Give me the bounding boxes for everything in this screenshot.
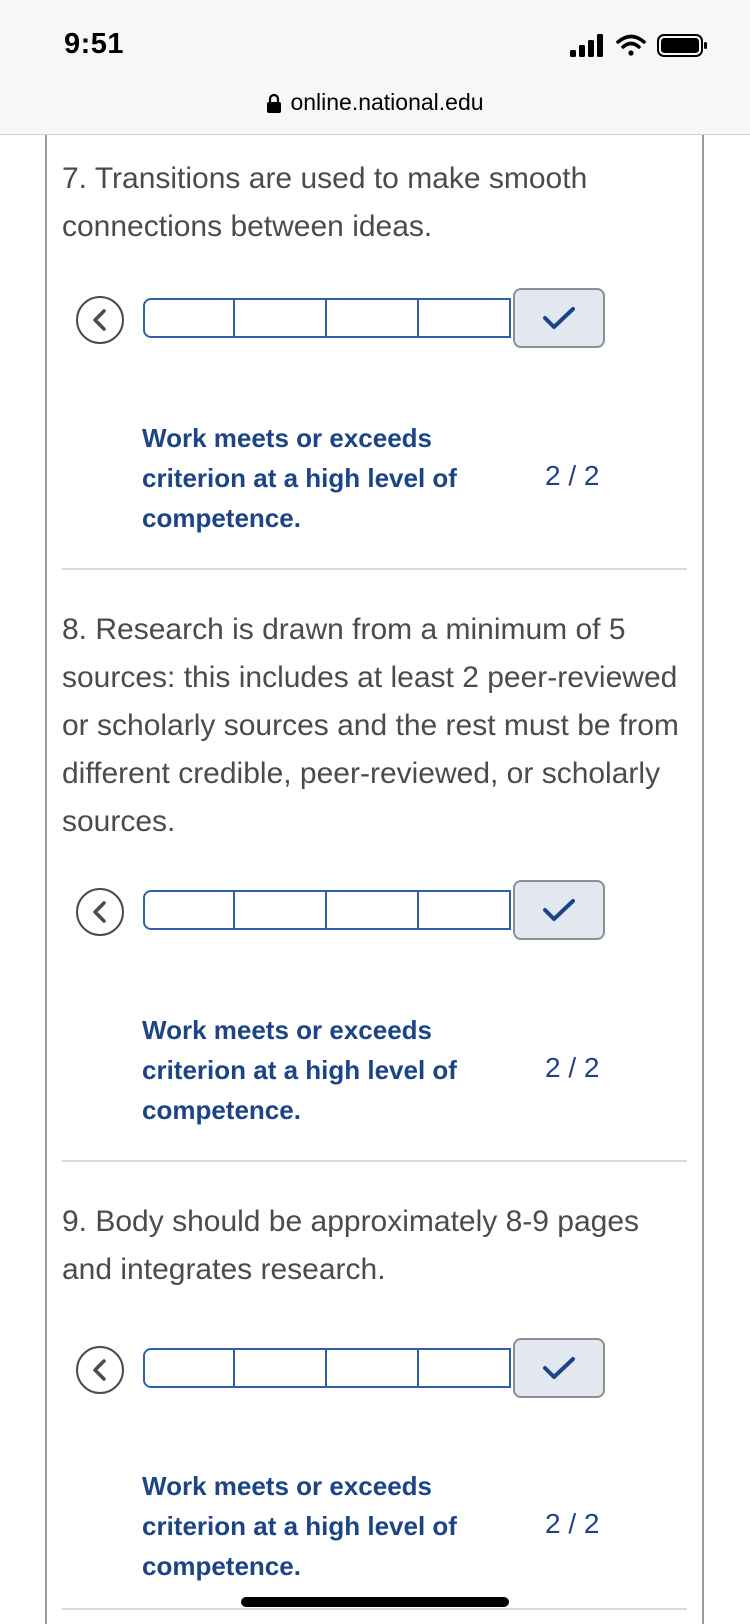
- url-text: online.national.edu: [290, 89, 484, 115]
- divider: [62, 1160, 687, 1162]
- level-description: Work meets or exceeds criterion at a high level of competence.: [142, 1471, 457, 1581]
- criterion-score: 2 / 2: [545, 1052, 600, 1083]
- level-selector: [62, 1338, 622, 1402]
- status-bar: [0, 0, 750, 88]
- previous-level-button[interactable]: [76, 888, 124, 936]
- criterion-9: [62, 1198, 688, 1294]
- criterion-title: 7. Transitions are used to make smooth connections between ideas.: [62, 162, 588, 243]
- address-bar[interactable]: [0, 88, 750, 135]
- level-description: Work meets or exceeds criterion at a high level of competence.: [142, 1015, 457, 1125]
- battery-icon: [658, 35, 707, 56]
- chevron-left-icon: [90, 900, 110, 924]
- level-selector: [62, 288, 622, 352]
- divider: [62, 568, 687, 570]
- previous-level-button[interactable]: [76, 1346, 124, 1394]
- level-segment-4[interactable]: [419, 298, 511, 338]
- lock-icon: [266, 93, 282, 113]
- level-segment-1[interactable]: [143, 298, 235, 338]
- criterion-7: [62, 155, 688, 251]
- criterion-title: 8. Research is drawn from a minimum of 5 sources: this includes at least 2 peer-reviewed or scholarly sources and the rest must be from different credible, peer-reviewed, or scholarly sources.: [62, 613, 679, 838]
- level-segment-3[interactable]: [327, 890, 419, 930]
- level-segment-4[interactable]: [419, 890, 511, 930]
- level-segment-1[interactable]: [143, 890, 235, 930]
- checkmark-icon: [542, 897, 576, 923]
- selected-level-button[interactable]: [513, 288, 605, 348]
- selected-level-button[interactable]: [513, 1338, 605, 1398]
- level-segment-3[interactable]: [327, 298, 419, 338]
- criterion-8: [62, 606, 688, 846]
- signal-icon: [570, 34, 603, 57]
- checkmark-icon: [542, 1355, 576, 1381]
- level-segment-4[interactable]: [419, 1348, 511, 1388]
- chevron-left-icon: [90, 1358, 110, 1382]
- previous-level-button[interactable]: [76, 296, 124, 344]
- level-segment-2[interactable]: [235, 890, 327, 930]
- selected-level-button[interactable]: [513, 880, 605, 940]
- status-icons: [570, 32, 720, 58]
- criterion-title: 9. Body should be approximately 8-9 pages and integrates research.: [62, 1205, 640, 1286]
- criterion-score: 2 / 2: [545, 1508, 600, 1539]
- level-segment-2[interactable]: [235, 298, 327, 338]
- home-indicator[interactable]: [241, 1597, 509, 1607]
- checkmark-icon: [542, 305, 576, 331]
- wifi-icon: [618, 37, 644, 56]
- chevron-left-icon: [90, 308, 110, 332]
- level-segment-3[interactable]: [327, 1348, 419, 1388]
- level-description: Work meets or exceeds criterion at a high level of competence.: [142, 423, 457, 533]
- level-segment-1[interactable]: [143, 1348, 235, 1388]
- divider: [62, 1608, 687, 1610]
- level-segment-2[interactable]: [235, 1348, 327, 1388]
- status-time: 9:51: [64, 28, 125, 60]
- criterion-score: 2 / 2: [545, 460, 600, 491]
- level-selector: [62, 880, 622, 944]
